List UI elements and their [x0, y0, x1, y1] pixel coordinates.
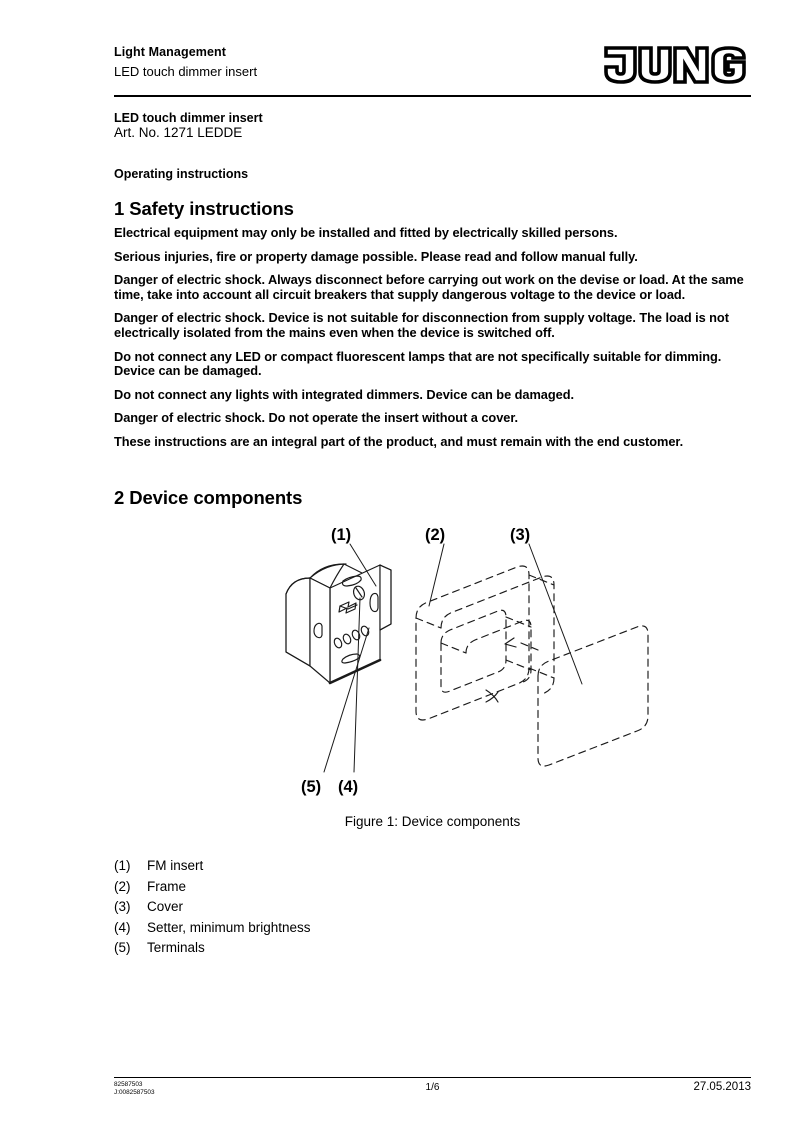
page-footer — [114, 1081, 751, 1107]
safety-paragraph: These instructions are an integral part of the product, and must remain with the end customer. — [114, 433, 684, 449]
legend-label: Setter, minimum brightness — [147, 919, 311, 935]
header-subtitle: LED touch dimmer insert — [114, 64, 258, 79]
legend-item — [114, 856, 614, 877]
header-title: Light Management — [114, 45, 227, 59]
footer-doc-number-primary: 82587503 — [114, 1081, 143, 1088]
safety-paragraph: Electrical equipment may only be installed and fitted by electrically skilled persons. — [114, 225, 618, 240]
legend-number: (2) — [114, 878, 131, 894]
legend-label: Cover — [147, 899, 184, 914]
legend-item — [114, 877, 614, 898]
legend-item — [114, 897, 614, 918]
figure-caption: Figure 1: Device components — [344, 814, 521, 829]
footer-divider — [114, 1077, 751, 1078]
figure-marker-5: (5) — [301, 778, 322, 796]
product-name: LED touch dimmer insert — [114, 111, 263, 125]
safety-paragraph: Serious injuries, fire or property damage possible. Please read and follow manual fully. — [114, 248, 638, 264]
component-legend — [114, 856, 614, 959]
legend-label: Terminals — [147, 940, 205, 955]
legend-label: Frame — [147, 878, 187, 894]
figure-marker-3: (3) — [510, 526, 531, 544]
header-divider — [114, 95, 751, 97]
section-heading-device-components: 2 Device components — [114, 487, 303, 508]
page-header — [114, 44, 751, 92]
figure-marker-2: (2) — [425, 526, 446, 544]
figure-marker-4: (4) — [338, 778, 359, 796]
product-article-number: Art. No. 1271 LEDDE — [114, 125, 243, 140]
safety-paragraph: Danger of electric shock. Always disconnect before carrying out work on the devise or load. At the same time, take into account all circuit breakers that supply dangerous voltage to the device or load. — [114, 272, 744, 302]
footer-doc-number-alt: J:0082587503 — [114, 1089, 155, 1097]
device-components-figure — [114, 520, 751, 840]
footer-page-number: 1/6 — [425, 1082, 440, 1093]
safety-paragraph: Danger of electric shock. Do not operate the insert without a cover. — [114, 410, 519, 426]
figure-marker-1: (1) — [331, 526, 352, 544]
legend-number: (3) — [114, 899, 131, 914]
legend-number: (5) — [114, 940, 131, 955]
safety-instructions-list — [114, 226, 752, 459]
document-type: Operating instructions — [114, 167, 249, 181]
legend-number: (4) — [114, 919, 131, 935]
legend-item — [114, 938, 614, 959]
jung-logo — [599, 46, 751, 84]
safety-paragraph: Do not connect any lights with integrated dimmers. Device can be damaged. — [114, 386, 574, 402]
safety-paragraph: Danger of electric shock. Device is not suitable for disconnection from supply voltage. The load is not electrically isolated from the mains even when the device is switched off. — [114, 310, 729, 340]
safety-paragraph: Do not connect any LED or compact fluorescent lamps that are not specifically suitable for dimming. Device can be damaged. — [114, 348, 722, 379]
footer-date: 27.05.2013 — [693, 1081, 751, 1093]
legend-label: FM insert — [147, 858, 204, 873]
section-heading-safety: 1 Safety instructions — [114, 198, 294, 219]
legend-number: (1) — [114, 858, 131, 873]
legend-item — [114, 918, 614, 939]
